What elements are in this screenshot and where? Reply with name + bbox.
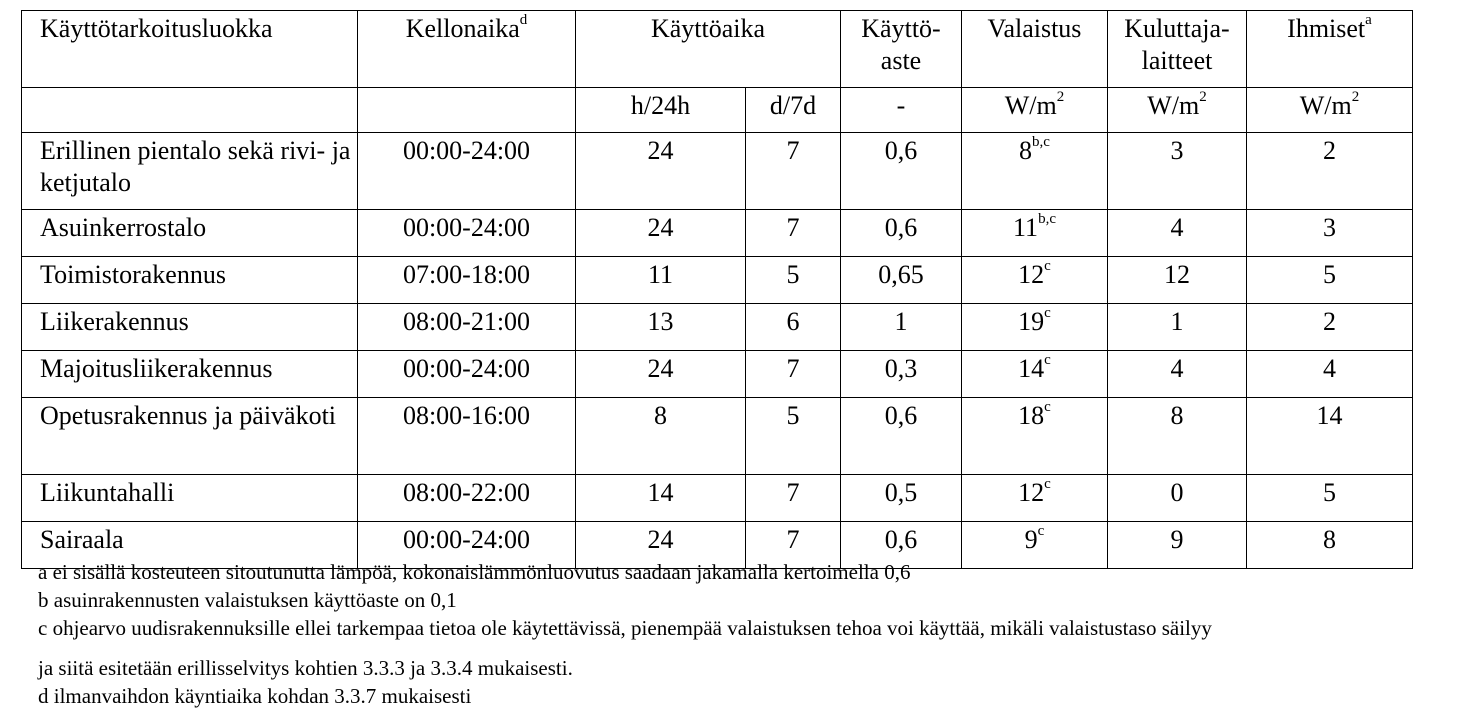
row-people: 2	[1247, 304, 1413, 351]
row-lighting-sup: c	[1044, 399, 1051, 416]
row-appliances: 4	[1108, 210, 1247, 257]
row-time: 08:00-16:00	[358, 398, 576, 475]
row-hours: 13	[576, 304, 746, 351]
row-appliances: 8	[1108, 398, 1247, 475]
row-lighting-value: 12	[1018, 478, 1045, 507]
row-days: 7	[746, 210, 841, 257]
units-lighting-text: W/m	[1004, 91, 1057, 120]
header-usage-rate-line1: Käyttö-	[861, 14, 941, 43]
row-appliances: 9	[1108, 522, 1247, 569]
units-rate-text: -	[896, 91, 906, 120]
units-lighting	[962, 88, 1108, 133]
header-time-of-day	[358, 11, 576, 88]
table-row	[22, 398, 1413, 475]
row-rate: 1	[841, 304, 962, 351]
row-appliances: 12	[1108, 257, 1247, 304]
row-category: Toimistorakennus	[22, 257, 358, 304]
header-time-of-day-text: Kellonaika	[405, 14, 520, 43]
row-appliances: 3	[1108, 133, 1247, 210]
row-rate: 0,6	[841, 210, 962, 257]
table-row	[22, 304, 1413, 351]
units-days	[746, 88, 841, 133]
units-people-text: W/m	[1299, 91, 1352, 120]
row-lighting-value: 14	[1018, 354, 1045, 383]
row-lighting-value: 11	[1013, 213, 1039, 242]
row-lighting	[962, 398, 1108, 475]
header-usage-time	[576, 11, 841, 88]
table-row	[22, 210, 1413, 257]
row-people: 3	[1247, 210, 1413, 257]
row-days: 6	[746, 304, 841, 351]
row-category: Liikerakennus	[22, 304, 358, 351]
row-people: 5	[1247, 257, 1413, 304]
footnote-d: d ilmanvaihdon käyntiaika kohdan 3.3.7 mukaisesti	[38, 684, 472, 708]
row-people: 4	[1247, 351, 1413, 398]
row-hours: 8	[576, 398, 746, 475]
row-appliances: 1	[1108, 304, 1247, 351]
row-lighting-value: 8	[1019, 136, 1033, 165]
header-row	[22, 11, 1413, 88]
header-people	[1247, 11, 1413, 88]
row-people: 5	[1247, 475, 1413, 522]
row-lighting-sup: c	[1044, 352, 1051, 369]
header-usage-time-text: Käyttöaika	[650, 14, 766, 43]
row-lighting	[962, 210, 1108, 257]
row-time: 00:00-24:00	[358, 133, 576, 210]
units-people-exp: 2	[1351, 89, 1360, 106]
row-time: 00:00-24:00	[358, 210, 576, 257]
usage-table-sheet	[21, 10, 1413, 569]
row-category: Majoitusliikerakennus	[22, 351, 358, 398]
header-lighting-text: Valaistus	[987, 14, 1082, 43]
header-category-text: Käyttötarkoitusluokka	[40, 14, 273, 43]
row-hours: 11	[576, 257, 746, 304]
footnote-c: c ohjearvo uudisrakennuksille ellei tarkempaa tietoa ole käytettävissä, pienempää valaistuksen tehoa voi käyttää, mikäli valaistustaso säilyy	[38, 616, 1212, 640]
row-lighting	[962, 304, 1108, 351]
row-lighting-sup: c	[1044, 258, 1051, 275]
footnote-c-continued: ja siitä esitetään erillisselvitys kohtien 3.3.3 ja 3.3.4 mukaisesti.	[38, 656, 573, 680]
row-lighting-sup: c	[1044, 305, 1051, 322]
units-appliances-exp: 2	[1199, 89, 1207, 106]
row-hours: 24	[576, 522, 746, 569]
row-appliances: 4	[1108, 351, 1247, 398]
row-days: 5	[746, 398, 841, 475]
units-lighting-exp: 2	[1056, 89, 1065, 106]
header-usage-rate	[841, 11, 962, 88]
units-appliances	[1108, 88, 1247, 133]
usage-profile-table	[21, 10, 1413, 569]
row-lighting-sup: c	[1037, 523, 1045, 540]
row-lighting-sup: b,c	[1038, 211, 1056, 228]
row-time: 07:00-18:00	[358, 257, 576, 304]
row-rate: 0,5	[841, 475, 962, 522]
table-row	[22, 133, 1413, 210]
row-lighting	[962, 257, 1108, 304]
row-time: 08:00-21:00	[358, 304, 576, 351]
header-usage-rate-line2: aste	[880, 46, 922, 75]
units-hours	[576, 88, 746, 133]
footnote-marker-d: d	[519, 12, 528, 29]
row-time: 00:00-24:00	[358, 351, 576, 398]
row-days: 7	[746, 133, 841, 210]
row-rate: 0,6	[841, 398, 962, 475]
row-lighting-value: 18	[1018, 401, 1045, 430]
footnote-b: b asuinrakennusten valaistuksen käyttöaste on 0,1	[38, 588, 457, 612]
row-time: 08:00-22:00	[358, 475, 576, 522]
units-time-of-day	[358, 88, 576, 133]
row-lighting	[962, 133, 1108, 210]
row-days: 7	[746, 522, 841, 569]
header-appliances-line2: laitteet	[1141, 46, 1213, 75]
row-category: Sairaala	[22, 522, 358, 569]
units-hours-text: h/24h	[630, 91, 691, 120]
row-category: Asuinkerrostalo	[22, 210, 358, 257]
row-days: 7	[746, 351, 841, 398]
row-rate: 0,6	[841, 133, 962, 210]
row-appliances: 0	[1108, 475, 1247, 522]
row-people: 14	[1247, 398, 1413, 475]
row-category: Opetusrakennus ja päiväkoti	[22, 398, 358, 475]
table-row	[22, 257, 1413, 304]
row-lighting	[962, 475, 1108, 522]
header-appliances-line1: Kuluttaja-	[1124, 14, 1230, 43]
units-people	[1247, 88, 1413, 133]
header-category	[22, 11, 358, 88]
row-people: 2	[1247, 133, 1413, 210]
header-people-text: Ihmiset	[1287, 14, 1366, 43]
row-hours: 24	[576, 351, 746, 398]
table-row	[22, 475, 1413, 522]
units-days-text: d/7d	[769, 91, 817, 120]
footnotes	[38, 558, 1212, 710]
row-rate: 0,3	[841, 351, 962, 398]
row-hours: 24	[576, 210, 746, 257]
table-row	[22, 351, 1413, 398]
units-rate	[841, 88, 962, 133]
row-lighting-sup: c	[1044, 476, 1051, 493]
row-hours: 24	[576, 133, 746, 210]
row-lighting-value: 9	[1024, 525, 1038, 554]
row-days: 7	[746, 475, 841, 522]
row-rate: 0,65	[841, 257, 962, 304]
row-lighting-value: 12	[1018, 260, 1045, 289]
header-lighting	[962, 11, 1108, 88]
row-time: 00:00-24:00	[358, 522, 576, 569]
row-days: 5	[746, 257, 841, 304]
header-appliances	[1108, 11, 1247, 88]
row-category: Erillinen pientalo sekä rivi- ja ketjutalo	[22, 133, 358, 210]
units-row	[22, 88, 1413, 133]
row-lighting	[962, 351, 1108, 398]
row-lighting-sup: b,c	[1032, 134, 1050, 151]
units-category	[22, 88, 358, 133]
row-people: 8	[1247, 522, 1413, 569]
row-lighting-value: 19	[1018, 307, 1045, 336]
units-appliances-text: W/m	[1147, 91, 1200, 120]
row-hours: 14	[576, 475, 746, 522]
footnote-a: a ei sisällä kosteuteen sitoutunutta lämpöä, kokonaislämmönluovutus saadaan jakamalla kertoimella 0,6	[38, 560, 911, 584]
row-rate: 0,6	[841, 522, 962, 569]
footnote-marker-a: a	[1365, 12, 1372, 29]
row-category: Liikuntahalli	[22, 475, 358, 522]
